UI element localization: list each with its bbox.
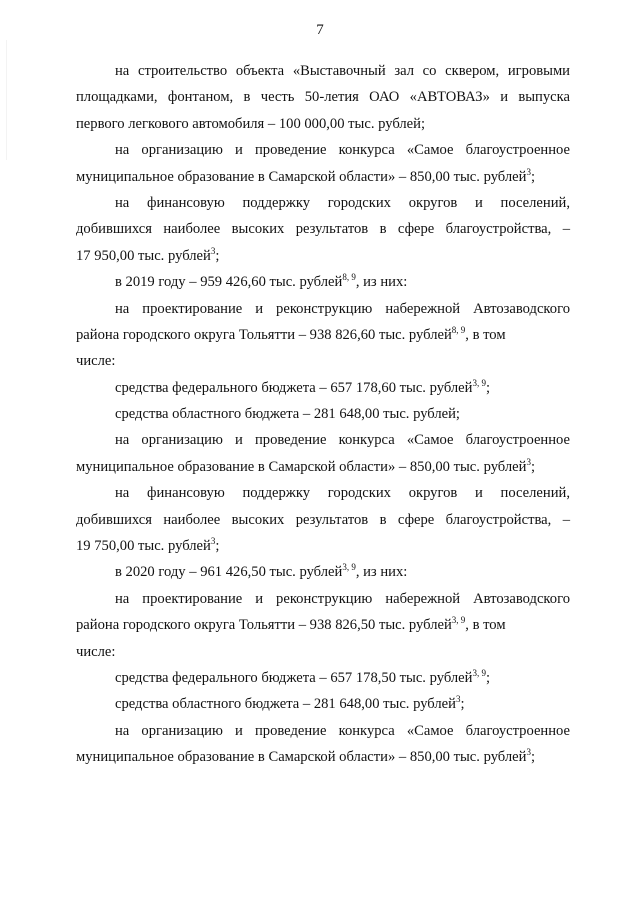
text-line — [76, 269, 570, 295]
text-run: средства областного бюджета – 281 648,00 тыс. рублей — [115, 696, 456, 713]
text-line: на финансовую поддержку городских округов и поселений, — [115, 485, 570, 502]
text-run — [76, 322, 506, 348]
text-line — [76, 533, 570, 559]
text-run: , из них: — [355, 274, 408, 291]
text-line: на проектирование и реконструкцию набережной Автозаводского — [115, 590, 570, 607]
text-run: средства федерального бюджета – 657 178,50 тыс. рублей — [115, 669, 473, 686]
text-run: 19 750,00 тыс. рублей — [76, 538, 211, 555]
text-line — [76, 744, 570, 770]
text-run: ; — [530, 458, 535, 475]
text-line: числе: — [76, 353, 116, 370]
text-line — [76, 375, 570, 401]
text-run: района городского округа Тольятти – 938 826,60 тыс. рублей — [76, 326, 452, 343]
text-run: ; — [485, 669, 491, 686]
footnote-ref: 3 — [526, 456, 531, 467]
text-line — [76, 665, 570, 691]
text-line: на строительство объекта «Выставочный зал со сквером, игровыми — [115, 63, 570, 79]
footnote-ref: 3, 9 — [472, 667, 486, 678]
text-run: ; — [530, 168, 535, 185]
text-line: первого легкового автомобиля – 100 000,00 тыс. рублей; — [76, 115, 426, 132]
footnote-ref: 3 — [526, 747, 531, 758]
scan-artifact-left — [6, 40, 7, 160]
footnote-ref: 3 — [210, 536, 216, 547]
text-line — [76, 454, 570, 480]
footnote-ref: 3 — [455, 694, 461, 705]
footnote-ref: 3, 9 — [451, 615, 466, 626]
text-line — [76, 612, 570, 638]
text-line: на проектирование и реконструкцию набережной Автозаводского — [115, 300, 570, 317]
text-line — [76, 164, 570, 190]
page-number: 7 — [316, 22, 324, 38]
text-run: муниципальное образование в Самарской области» – 850,00 тыс. рублей — [76, 749, 527, 766]
text-line: на финансовую поддержку городских округов и поселений, — [115, 194, 570, 211]
text-line — [76, 243, 570, 269]
text-line: добившихся наиболее высоких результатов в сфере благоустройства, – — [76, 221, 570, 238]
footnote-ref: 8, 9 — [451, 324, 466, 335]
text-run: в 2020 году – 961 426,50 тыс. рублей — [115, 564, 343, 581]
text-run: средства федерального бюджета – 657 178,60 тыс. рублей — [115, 379, 473, 396]
text-line: средства областного бюджета – 281 648,00 тыс. рублей; — [115, 406, 460, 423]
footnote-ref: 3, 9 — [472, 377, 486, 388]
text-line — [76, 322, 570, 348]
footnote-ref: 3, 9 — [342, 562, 356, 573]
text-line: добившихся наиболее высоких результатов в сфере благоустройства, – — [76, 511, 570, 528]
text-line: на организацию и проведение конкурса «Самое благоустроенное — [115, 722, 570, 739]
text-run: в 2019 году – 959 426,60 тыс. рублей — [115, 274, 343, 291]
text-run: , из них: — [355, 564, 408, 581]
text-run: ; — [530, 749, 535, 766]
footnote-ref: 8, 9 — [342, 272, 356, 283]
text-line — [76, 691, 570, 717]
text-line: площадками, фонтаном, в честь 50-летия ОАО «АВТОВАЗ» и выпуска — [76, 89, 570, 106]
text-run: , в том — [465, 617, 506, 634]
text-line: числе: — [76, 643, 116, 660]
text-run: ; — [460, 696, 465, 713]
document-body — [76, 58, 570, 771]
text-run: муниципальное образование в Самарской области» – 850,00 тыс. рублей — [76, 168, 527, 185]
text-run: ; — [485, 379, 491, 396]
text-line: на организацию и проведение конкурса «Самое благоустроенное — [115, 432, 570, 449]
text-run: ; — [215, 247, 220, 264]
footnote-ref: 3 — [210, 245, 216, 256]
text-line: на организацию и проведение конкурса «Самое благоустроенное — [115, 142, 570, 159]
text-run: ; — [215, 538, 220, 555]
text-line — [76, 559, 570, 585]
text-run: , в том — [465, 326, 506, 343]
text-run: района городского округа Тольятти – 938 826,50 тыс. рублей — [76, 617, 452, 634]
text-run: муниципальное образование в Самарской области» – 850,00 тыс. рублей — [76, 458, 527, 475]
text-run: 17 950,00 тыс. рублей — [76, 247, 211, 264]
footnote-ref: 3 — [526, 166, 531, 177]
